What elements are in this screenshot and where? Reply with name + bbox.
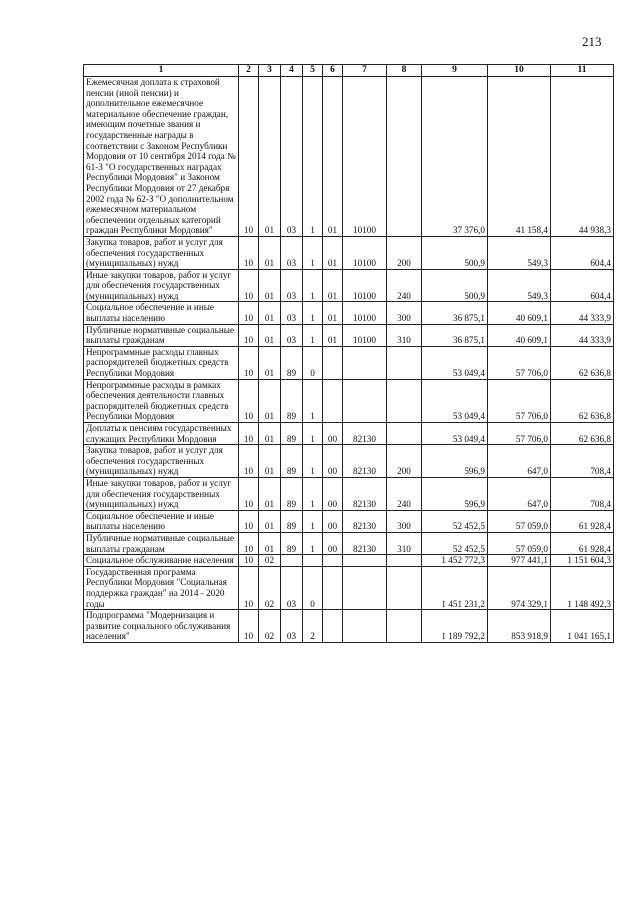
code-cell [387, 77, 422, 237]
code-cell: 300 [387, 510, 422, 532]
code-cell: 10 [239, 346, 259, 379]
amount-cell: 549,3 [488, 236, 551, 269]
amount-cell: 53 049,4 [422, 379, 488, 422]
amount-cell: 1 151 604,3 [551, 555, 614, 567]
table-row [84, 379, 614, 422]
code-cell: 03 [281, 324, 303, 346]
code-cell: 01 [323, 77, 343, 237]
row-name: Непрограммные расходы в рамках обеспечения деятельности главных распорядителей бюджетных средств Республики Мордовия [84, 379, 239, 422]
table-row [84, 346, 614, 379]
amount-cell: 40 609,1 [488, 324, 551, 346]
row-name: Ежемесячная доплата к страховой пенсии (иной пенсии) и дополнительное ежемесячное материальное обеспечение граждан, имеющим почетные звания и государственные награды в соответствии с Законом Республики Мордовия от 10 сентября 2014 года № 61-З "О государственных наградах Республики Мордовия" и Законом Республики Мордовия от 27 декабря 2002 года № 62-З "О дополнительном ежемесячном материальном обеспечении отдельных категорий граждан Республики Мордовия" [84, 77, 239, 237]
code-cell: 0 [303, 566, 323, 609]
code-cell [343, 346, 387, 379]
table-row [84, 477, 614, 510]
header-cell: 6 [323, 65, 343, 77]
code-cell: 01 [259, 346, 281, 379]
code-cell: 03 [281, 77, 303, 237]
code-cell: 310 [387, 532, 422, 554]
amount-cell: 62 636,8 [551, 379, 614, 422]
code-cell: 200 [387, 445, 422, 478]
code-cell: 10 [239, 379, 259, 422]
code-cell [387, 555, 422, 567]
code-cell: 10 [239, 236, 259, 269]
row-name: Иные закупки товаров, работ и услуг для обеспечения государственных (муниципальных) нужд [84, 269, 239, 302]
code-cell [281, 555, 303, 567]
amount-cell: 853 918,9 [488, 610, 551, 643]
code-cell [343, 610, 387, 643]
table-row [84, 324, 614, 346]
budget-table [83, 64, 614, 643]
code-cell: 10 [239, 302, 259, 324]
code-cell: 03 [281, 236, 303, 269]
code-cell: 01 [259, 532, 281, 554]
amount-cell: 708,4 [551, 477, 614, 510]
amount-cell: 36 875,1 [422, 324, 488, 346]
amount-cell: 62 636,8 [551, 346, 614, 379]
code-cell: 82130 [343, 510, 387, 532]
amount-cell: 61 928,4 [551, 510, 614, 532]
code-cell [387, 610, 422, 643]
code-cell: 1 [303, 445, 323, 478]
code-cell: 02 [259, 566, 281, 609]
row-name: Непрограммные расходы главных распорядителей бюджетных средств Республики Мордовия [84, 346, 239, 379]
code-cell: 1 [303, 324, 323, 346]
code-cell: 01 [323, 324, 343, 346]
amount-cell: 52 452,5 [422, 510, 488, 532]
code-cell: 01 [323, 236, 343, 269]
page-number: 213 [582, 34, 602, 49]
code-cell: 00 [323, 510, 343, 532]
code-cell: 10 [239, 532, 259, 554]
code-cell [343, 566, 387, 609]
code-cell: 1 [303, 423, 323, 445]
header-cell: 10 [488, 65, 551, 77]
amount-cell: 40 609,1 [488, 302, 551, 324]
header-cell: 1 [84, 65, 239, 77]
code-cell: 01 [259, 324, 281, 346]
amount-cell: 974 329,1 [488, 566, 551, 609]
code-cell: 2 [303, 610, 323, 643]
code-cell: 01 [323, 302, 343, 324]
amount-cell: 1 148 492,3 [551, 566, 614, 609]
table-row [84, 269, 614, 302]
code-cell: 82130 [343, 423, 387, 445]
table-row [84, 610, 614, 643]
row-name: Социальное обеспечение и иные выплаты населению [84, 302, 239, 324]
code-cell [343, 379, 387, 422]
code-cell [387, 423, 422, 445]
amount-cell: 52 452,5 [422, 532, 488, 554]
amount-cell: 604,4 [551, 236, 614, 269]
amount-cell: 647,0 [488, 477, 551, 510]
code-cell: 01 [259, 423, 281, 445]
code-cell: 240 [387, 269, 422, 302]
amount-cell: 1 451 231,2 [422, 566, 488, 609]
code-cell: 01 [259, 302, 281, 324]
code-cell: 10 [239, 77, 259, 237]
code-cell [323, 566, 343, 609]
code-cell: 1 [303, 302, 323, 324]
code-cell: 310 [387, 324, 422, 346]
code-cell: 10100 [343, 269, 387, 302]
row-name: Закупка товаров, работ и услуг для обеспечения государственных (муниципальных) нужд [84, 445, 239, 478]
amount-cell: 37 376,0 [422, 77, 488, 237]
amount-cell: 57 706,0 [488, 379, 551, 422]
code-cell: 10 [239, 510, 259, 532]
code-cell: 10 [239, 610, 259, 643]
code-cell: 02 [259, 610, 281, 643]
code-cell: 89 [281, 510, 303, 532]
code-cell [323, 379, 343, 422]
code-cell: 01 [259, 477, 281, 510]
amount-cell: 647,0 [488, 445, 551, 478]
amount-cell: 53 049,4 [422, 346, 488, 379]
row-name: Подпрограмма "Модернизация и развитие социального обслуживания населения" [84, 610, 239, 643]
row-name: Публичные нормативные социальные выплаты гражданам [84, 532, 239, 554]
code-cell: 00 [323, 423, 343, 445]
amount-cell: 62 636,8 [551, 423, 614, 445]
code-cell: 01 [259, 77, 281, 237]
row-name: Социальное обеспечение и иные выплаты населению [84, 510, 239, 532]
code-cell: 82130 [343, 445, 387, 478]
header-cell: 11 [551, 65, 614, 77]
code-cell: 10100 [343, 236, 387, 269]
amount-cell: 44 333,9 [551, 324, 614, 346]
code-cell: 01 [259, 445, 281, 478]
row-name: Закупка товаров, работ и услуг для обеспечения государственных (муниципальных) нужд [84, 236, 239, 269]
code-cell [387, 379, 422, 422]
code-cell: 10 [239, 423, 259, 445]
code-cell: 01 [259, 510, 281, 532]
table-row [84, 532, 614, 554]
amount-cell: 57 059,0 [488, 532, 551, 554]
amount-cell: 977 441,1 [488, 555, 551, 567]
code-cell: 10 [239, 477, 259, 510]
amount-cell: 53 049,4 [422, 423, 488, 445]
table-row [84, 77, 614, 237]
code-cell [303, 555, 323, 567]
table-row [84, 445, 614, 478]
code-cell: 10 [239, 324, 259, 346]
code-cell: 00 [323, 477, 343, 510]
code-cell: 240 [387, 477, 422, 510]
amount-cell: 1 452 772,3 [422, 555, 488, 567]
amount-cell: 596,9 [422, 477, 488, 510]
row-name: Социальное обслуживание населения [84, 555, 239, 567]
code-cell [323, 555, 343, 567]
amount-cell: 500,9 [422, 269, 488, 302]
code-cell: 89 [281, 346, 303, 379]
amount-cell: 41 158,4 [488, 77, 551, 237]
amount-cell: 44 938,3 [551, 77, 614, 237]
table-row [84, 302, 614, 324]
header-cell: 5 [303, 65, 323, 77]
header-cell: 8 [387, 65, 422, 77]
row-name: Доплаты к пенсиям государственных служащих Республики Мордовия [84, 423, 239, 445]
amount-cell: 57 706,0 [488, 346, 551, 379]
header-cell: 4 [281, 65, 303, 77]
code-cell: 82130 [343, 477, 387, 510]
code-cell [323, 346, 343, 379]
code-cell: 0 [303, 346, 323, 379]
table-row [84, 555, 614, 567]
amount-cell: 708,4 [551, 445, 614, 478]
code-cell: 1 [303, 510, 323, 532]
header-row [84, 65, 614, 77]
code-cell: 300 [387, 302, 422, 324]
header-cell: 2 [239, 65, 259, 77]
amount-cell: 500,9 [422, 236, 488, 269]
code-cell: 02 [259, 555, 281, 567]
code-cell: 10100 [343, 77, 387, 237]
amount-cell: 36 875,1 [422, 302, 488, 324]
code-cell: 10100 [343, 324, 387, 346]
code-cell: 01 [323, 269, 343, 302]
code-cell: 10 [239, 269, 259, 302]
code-cell: 1 [303, 236, 323, 269]
code-cell: 82130 [343, 532, 387, 554]
code-cell: 03 [281, 269, 303, 302]
code-cell: 01 [259, 379, 281, 422]
code-cell: 1 [303, 379, 323, 422]
code-cell: 200 [387, 236, 422, 269]
row-name: Публичные нормативные социальные выплаты гражданам [84, 324, 239, 346]
table-row [84, 510, 614, 532]
code-cell: 01 [259, 269, 281, 302]
amount-cell: 1 041 165,1 [551, 610, 614, 643]
code-cell [343, 555, 387, 567]
code-cell: 1 [303, 77, 323, 237]
code-cell: 00 [323, 445, 343, 478]
code-cell: 1 [303, 477, 323, 510]
amount-cell: 44 333,9 [551, 302, 614, 324]
amount-cell: 57 706,0 [488, 423, 551, 445]
code-cell: 1 [303, 269, 323, 302]
amount-cell: 604,4 [551, 269, 614, 302]
code-cell: 03 [281, 610, 303, 643]
code-cell: 89 [281, 445, 303, 478]
code-cell: 03 [281, 302, 303, 324]
code-cell [387, 346, 422, 379]
code-cell: 89 [281, 379, 303, 422]
header-cell: 7 [343, 65, 387, 77]
amount-cell: 596,9 [422, 445, 488, 478]
header-cell: 3 [259, 65, 281, 77]
code-cell: 10 [239, 555, 259, 567]
amount-cell: 61 928,4 [551, 532, 614, 554]
code-cell: 89 [281, 423, 303, 445]
code-cell: 10 [239, 566, 259, 609]
code-cell: 00 [323, 532, 343, 554]
code-cell: 1 [303, 532, 323, 554]
amount-cell: 57 059,0 [488, 510, 551, 532]
table-row [84, 423, 614, 445]
amount-cell: 1 189 792,2 [422, 610, 488, 643]
row-name: Государственная программа Республики Мордовия "Социальная поддержка граждан" на 2014 - 2020 годы [84, 566, 239, 609]
amount-cell: 549,3 [488, 269, 551, 302]
code-cell [323, 610, 343, 643]
code-cell: 10100 [343, 302, 387, 324]
code-cell: 10 [239, 445, 259, 478]
table-row [84, 566, 614, 609]
row-name: Иные закупки товаров, работ и услуг для обеспечения государственных (муниципальных) нужд [84, 477, 239, 510]
code-cell: 01 [259, 236, 281, 269]
code-cell: 89 [281, 477, 303, 510]
header-cell: 9 [422, 65, 488, 77]
table-row [84, 236, 614, 269]
code-cell: 89 [281, 532, 303, 554]
code-cell: 03 [281, 566, 303, 609]
code-cell [387, 566, 422, 609]
